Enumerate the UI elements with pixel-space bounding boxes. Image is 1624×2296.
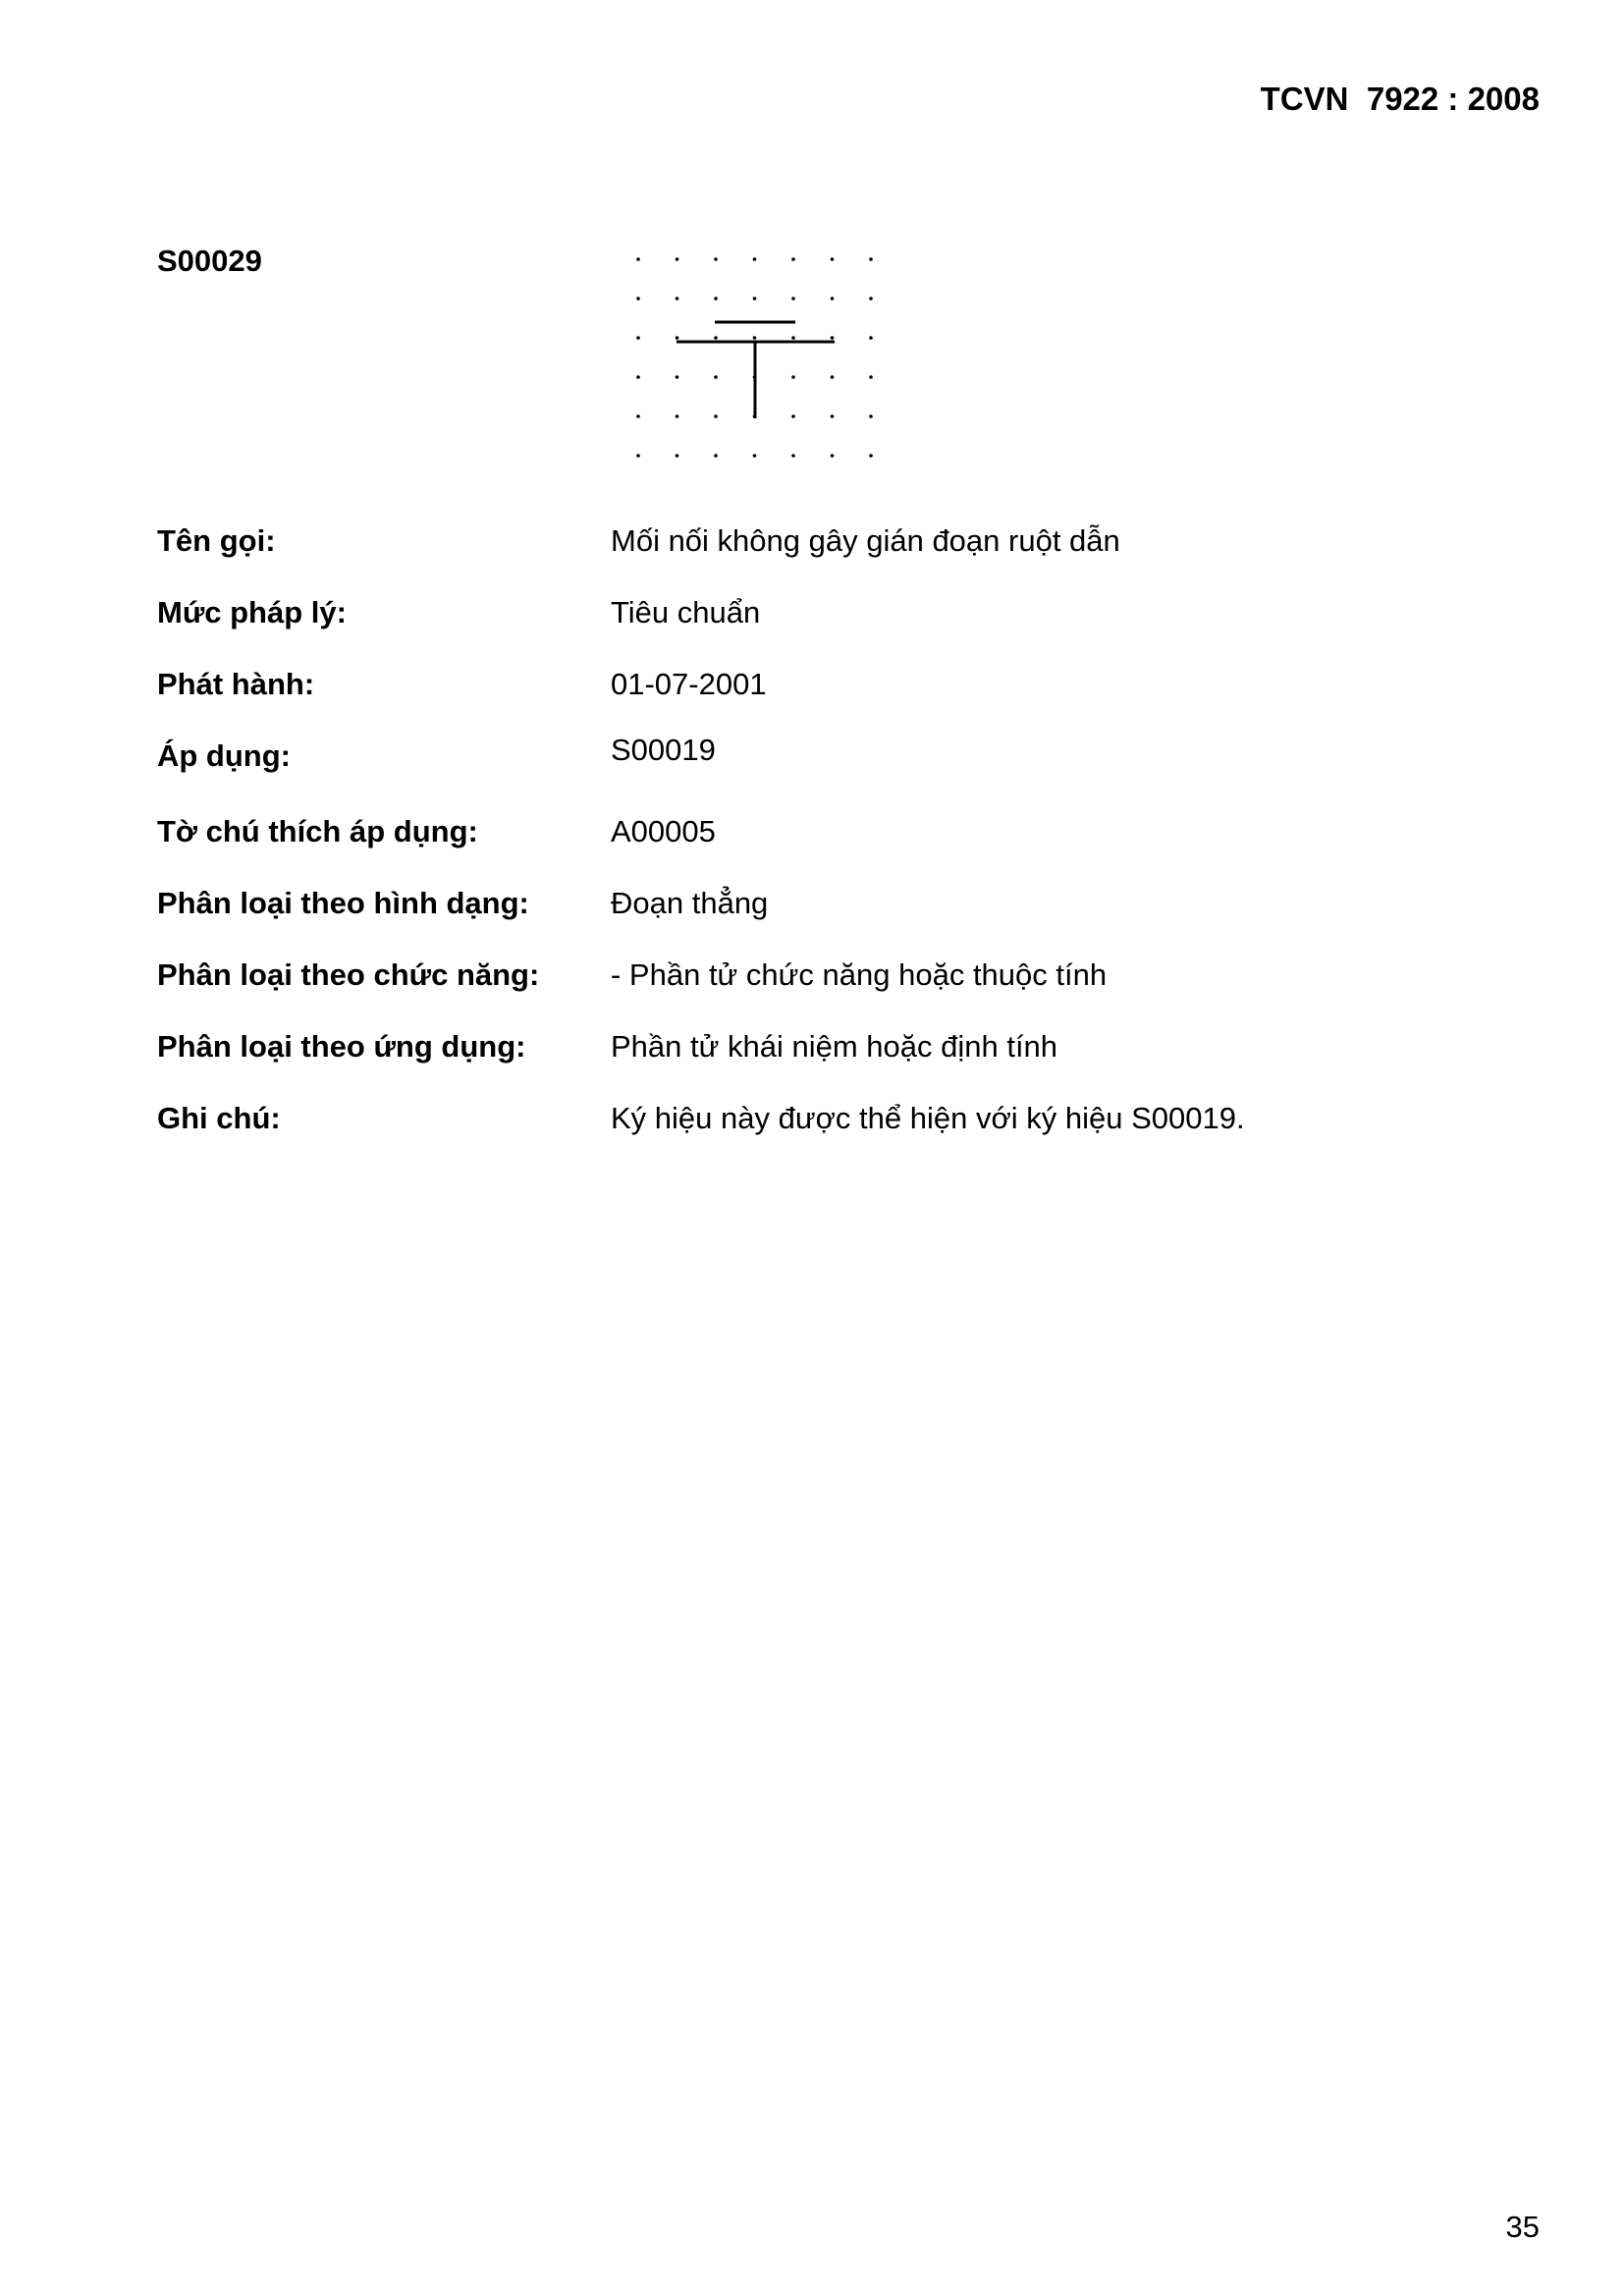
grid-dot (676, 297, 679, 301)
grid-dot (831, 336, 835, 340)
grid-dot (636, 297, 640, 301)
grid-dot (869, 257, 873, 261)
property-label: Tên gọi: (157, 523, 276, 558)
symbol-id: S00029 (157, 244, 262, 278)
grid-dot (791, 454, 795, 458)
property-label: Áp dụng: (157, 738, 292, 773)
property-value: A00005 (611, 814, 716, 848)
property-row-application-class (157, 1029, 1532, 1101)
property-value: 01-07-2001 (611, 667, 767, 701)
grid-dot (636, 414, 640, 418)
property-value: Ký hiệu này được thể hiện với ký hiệu S00019. (611, 1101, 1245, 1135)
property-row-function-class (157, 957, 1532, 1029)
grid-dot (636, 336, 640, 340)
property-value: - Phần tử chức năng hoặc thuộc tính (611, 957, 1108, 992)
property-row-application-note (157, 814, 1532, 886)
grid-dot (676, 414, 679, 418)
property-label: Phân loại theo ứng dụng: (157, 1029, 526, 1064)
property-row-applies (157, 733, 1532, 814)
property-row-legal-level (157, 595, 1532, 667)
grid-dot (714, 257, 718, 261)
grid-dot (636, 257, 640, 261)
grid-dot (753, 336, 757, 340)
grid-dot (831, 257, 835, 261)
grid-dot (869, 297, 873, 301)
property-label: Mức pháp lý: (157, 595, 347, 629)
property-value: Phần tử khái niệm hoặc định tính (611, 1029, 1058, 1064)
property-label: Phân loại theo chức năng: (157, 957, 540, 992)
grid-dot (831, 454, 835, 458)
property-label: Phát hành: (157, 667, 315, 701)
property-value: Đoạn thẳng (611, 886, 769, 920)
grid-dot (676, 375, 679, 379)
property-row-remarks (157, 1101, 1532, 1173)
property-row-issued (157, 667, 1532, 738)
properties-table (157, 523, 1532, 1173)
grid-dot (791, 375, 795, 379)
property-label: Tờ chú thích áp dụng: (157, 814, 478, 848)
grid-dot (791, 257, 795, 261)
grid-dot (714, 336, 718, 340)
grid-dot (676, 257, 679, 261)
property-value: Mối nối không gây gián đoạn ruột dẫn (611, 523, 1120, 558)
grid-dot (869, 454, 873, 458)
grid-dot (676, 454, 679, 458)
grid-dot (676, 336, 679, 340)
grid-dot (753, 454, 757, 458)
grid-dot (714, 414, 718, 418)
symbol-figure (621, 244, 895, 469)
grid-dot (869, 336, 873, 340)
property-row-name (157, 523, 1532, 595)
grid-dot (831, 414, 835, 418)
grid-dot (869, 375, 873, 379)
property-value: Tiêu chuẩn (611, 595, 761, 629)
property-row-shape-class (157, 886, 1532, 957)
grid-dot (791, 336, 795, 340)
grid-dot (636, 454, 640, 458)
grid-dot (791, 414, 795, 418)
property-value: S00019 (611, 733, 716, 767)
grid-dot (753, 297, 757, 301)
grid-dot (831, 375, 835, 379)
grid-dot (869, 414, 873, 418)
page-number: 35 (1505, 2210, 1540, 2244)
standard-code: TCVN 7922 : 2008 (1260, 81, 1540, 117)
property-label: Ghi chú: (157, 1101, 281, 1135)
grid-dot (714, 454, 718, 458)
grid-dot (714, 297, 718, 301)
grid-dot (753, 257, 757, 261)
grid-dot (831, 297, 835, 301)
property-label: Phân loại theo hình dạng: (157, 886, 529, 920)
grid-dot (636, 375, 640, 379)
grid-dot (714, 375, 718, 379)
grid-dot (791, 297, 795, 301)
